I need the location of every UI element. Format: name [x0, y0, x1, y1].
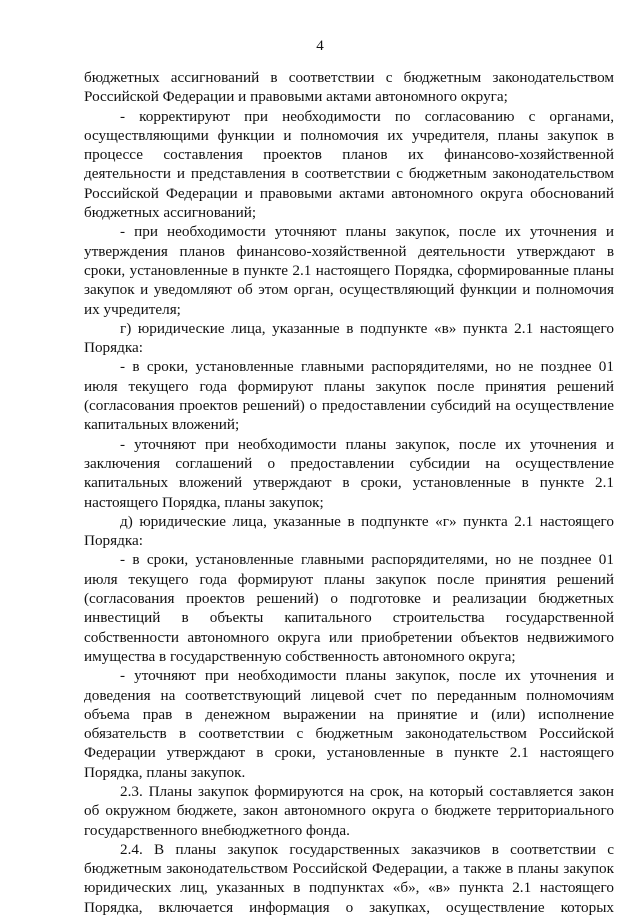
paragraph-subitem-g: г) юридические лица, указанные в подпункте «в» пункта 2.1 настоящего Порядка: — [84, 319, 614, 357]
paragraph-list-item: - уточняют при необходимости планы закупок, после их уточнения и доведения на соответствующий лицевой счет по переданным полномочиям объема прав в денежном выражении на принятие и (или) исполнение обязательств в соответствии с бюджетным законодательством Российской Федерации утверждают в сроки, установленные в пункте 2.1 настоящего Порядка, планы закупок. — [84, 667, 614, 781]
paragraph-list-item: - в сроки, установленные главными распорядителями, но не позднее 01 июля текущего года формируют планы закупок после принятия решений (согласования проектов решений) о предоставлении субсидий на осуществление капитальных вложений; — [84, 358, 614, 434]
paragraph-clause-2-3: 2.3. Планы закупок формируются на срок, на который составляется закон об окружном бюджете, закон автономного округа о бюджете территориального государственного внебюджетного фонда. — [84, 782, 614, 839]
paragraph-subitem-d: д) юридические лица, указанные в подпункте «г» пункта 2.1 настоящего Порядка: — [84, 512, 614, 550]
paragraph-list-item: - корректируют при необходимости по согласованию с органами, осуществляющими функции и полномочия их учредителя, планы закупок в процессе составления проектов планов их финансово-хозяйственной деятельности и представления в соответствии с бюджетным законодательством Российской Федерации и правовыми актами автономного округа обоснований бюджетных ассигнований; — [84, 107, 614, 222]
paragraph-clause-2-4: 2.4. В планы закупок государственных заказчиков в соответствии с бюджетным законодательством Российской Федерации, а также в планы закупок юридических лиц, указанных в подпунктах «б», «в» пункта 2.1 настоящего Порядка, включается информация о закупках, осуществление которых — [84, 840, 614, 916]
document-body — [84, 68, 614, 917]
page-number: 4 — [316, 38, 324, 54]
paragraph-continuation: бюджетных ассигнований в соответствии с бюджетным законодательством Российской Федерации и правовыми актами автономного округа; — [84, 69, 614, 106]
paragraph-list-item: - при необходимости уточняют планы закупок, после их уточнения и утверждения планов финансово-хозяйственной деятельности утверждают в сроки, установленные в пункте 2.1 настоящего Порядка, сформированные планы закупок и уведомляют об этом орган, осуществляющий функции и полномочия их учредителя; — [84, 223, 614, 318]
paragraph-list-item: - уточняют при необходимости планы закупок, после их уточнения и заключения соглашений о предоставлении субсидии на осуществление капитальных вложений утверждают в сроки, установленные в пункте 2.1 настоящего Порядка, планы закупок; — [84, 435, 614, 511]
paragraph-list-item: - в сроки, установленные главными распорядителями, но не позднее 01 июля текущего года формируют планы закупок после принятия решений (согласования проектов решений) о подготовке и реализации бюджетных инвестиций в объекты капитального строительства государственной собственности автономного округа или приобретении объектов недвижимого имущества в государственную собственность автономного округа; — [84, 551, 614, 665]
